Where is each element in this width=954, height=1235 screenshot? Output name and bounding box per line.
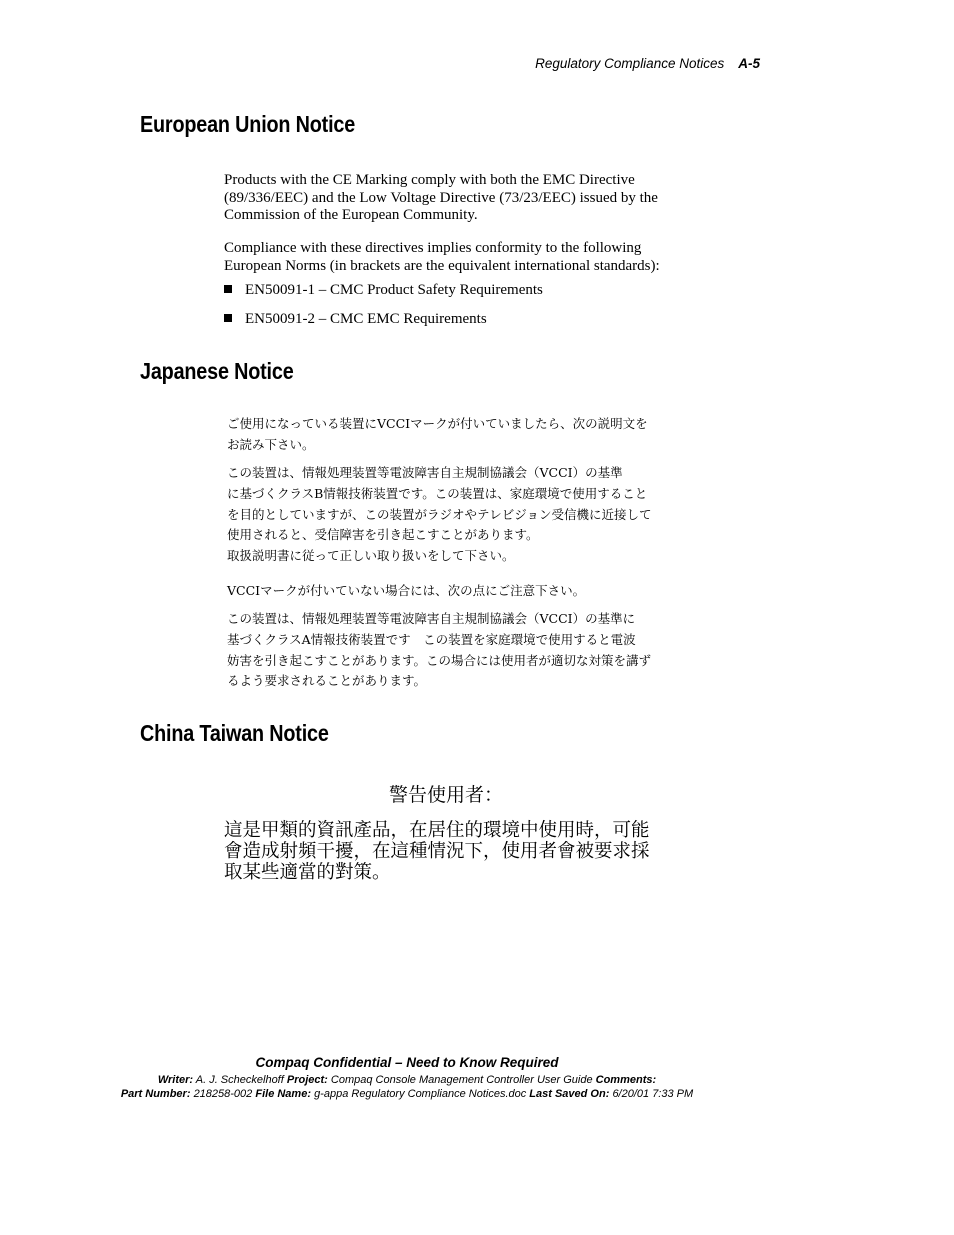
eu-paragraph-2: Compliance with these directives implies conformity to the following European Norms (in brackets are the equivalent international standards): — [224, 240, 660, 274]
header-section-title: Regulatory Compliance Notices — [535, 56, 725, 71]
footer-file-line — [0, 1088, 884, 1100]
japanese-text-block-3: VCCIマークが付いていない場合には、次の点にご注意下さい。 — [227, 583, 586, 598]
running-header — [535, 56, 760, 71]
japanese-text-block-4: この装置は、情報処理装置等電波障害自主規制協議会（VCCI）の基準に 基づくクラスA情報技術装置です この装置を家庭環境で使用すると電波 妨害を引き起こすことがあります。この場合には使用者が適切な対策を講ず るよう要求されることがあります。 — [227, 611, 652, 689]
eu-notice-heading: European Union Notice — [140, 111, 356, 137]
japanese-text-block-2: この装置は、情報処理装置等電波障害自主規制協議会（VCCI）の基準 に基づくクラスB情報技術装置です。この装置は、家庭環境で使用すること を目的としていますが、この装置がラジオやテレビジョン受信機に近接して 使用されると、受信障害を引き起こすことがあります。 取扱説明書に従って正しい取り扱いをして下さい。 — [227, 465, 652, 564]
taiwan-warning-body: 這是甲類的資訊產品，在居住的環境中使用時，可能 會造成射頻干擾，在這種情況下，使用者會被要求採 取某些適當的對策。 — [224, 820, 650, 883]
eu-bullet-item — [224, 282, 543, 300]
bullet-square-icon — [224, 314, 232, 322]
japanese-text-block-1: ご使用になっている装置にVCCIマークが付いていましたら、次の説明文を お読み下さい。 — [227, 416, 648, 452]
japanese-notice-heading: Japanese Notice — [140, 358, 294, 384]
part-number-value: 218258-002 — [193, 1088, 253, 1100]
eu-paragraph-1: Products with the CE Marking comply with both the EMC Directive (89/336/EEC) and the Low Voltage Directive (73/23/EEC) issued by the Commission of the European Community. — [224, 172, 658, 223]
file-name-value: g-appa Regulatory Compliance Notices.doc — [314, 1088, 527, 1100]
writer-value: A. J. Scheckelhoff — [195, 1074, 284, 1086]
last-saved-label: Last Saved On: — [529, 1088, 610, 1100]
footer-writer-line — [0, 1074, 884, 1086]
project-label: Project: — [286, 1074, 328, 1086]
file-name-label: File Name: — [255, 1088, 311, 1100]
comments-label: Comments: — [595, 1074, 657, 1086]
writer-label: Writer: — [157, 1074, 194, 1086]
last-saved-value: 6/20/01 7:33 PM — [612, 1088, 694, 1100]
confidential-notice: Compaq Confidential – Need to Know Required — [255, 1055, 559, 1070]
page-number: A-5 — [738, 56, 760, 71]
eu-bullet-text: EN50091-2 – CMC EMC Requirements — [245, 311, 487, 327]
bullet-square-icon — [224, 285, 232, 293]
eu-bullet-text: EN50091-1 – CMC Product Safety Requirements — [245, 282, 543, 298]
eu-bullet-item — [224, 311, 487, 329]
taiwan-notice-heading: China Taiwan Notice — [140, 720, 329, 746]
part-number-label: Part Number: — [120, 1088, 191, 1100]
project-value: Compaq Console Management Controller User Guide — [330, 1074, 593, 1086]
taiwan-warning-title: 警告使用者： — [389, 784, 504, 806]
